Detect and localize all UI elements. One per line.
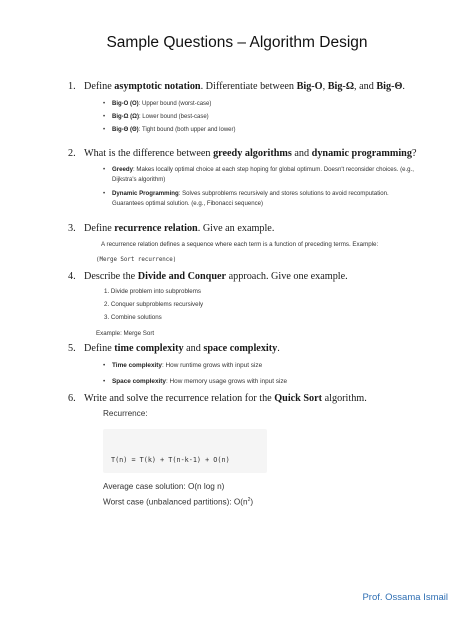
bullet-icon: • xyxy=(103,190,106,197)
bullet-icon: • xyxy=(103,362,106,369)
question-5 xyxy=(68,342,444,355)
bullet-icon: • xyxy=(103,127,106,133)
list-item: • Space complexity: How memory usage grows with input size xyxy=(103,378,288,385)
question-text: Define asymptotic notation. Differentiate between Big-O, Big-Ω, and Big-Θ. xyxy=(84,81,405,92)
list-item: • Time complexity: How runtime grows with input size xyxy=(103,362,263,369)
list-item: • Big-O (O): Upper bound (worst-case) xyxy=(103,101,212,107)
question-number: 1. xyxy=(68,81,76,92)
code-block xyxy=(103,429,267,473)
author-footer: Prof. Ossama Ismail xyxy=(362,592,448,603)
question-3 xyxy=(68,222,444,235)
page-title: Sample Questions – Algorithm Design xyxy=(106,34,368,51)
question-text: Define recurrence relation. Give an example. xyxy=(84,223,275,234)
question-text: Define time complexity and space complexity. xyxy=(84,343,280,354)
question-number: 2. xyxy=(68,148,76,159)
q2-bullet-list xyxy=(103,165,414,209)
question-number: 5. xyxy=(68,343,76,354)
bullet-icon: • xyxy=(103,166,106,173)
question-number: 3. xyxy=(68,223,76,234)
question-2 xyxy=(68,147,444,160)
recurrence-code: T(n) = T(k) + T(n-k-1) + O(n) xyxy=(111,456,230,464)
question-1 xyxy=(68,80,444,93)
list-item: • Greedy: Makes locally optimal choice at each step hoping for global optimum. Doesn't reconsider choices. (e.g., Dijkstra's algorithm) xyxy=(103,166,414,183)
list-item: 1. Divide problem into subproblems xyxy=(104,288,201,295)
list-item: • Big-Θ (Θ): Tight bound (both upper and lower) xyxy=(103,127,236,133)
q3-description: A recurrence relation defines a sequence where each term is a function of preceding terms. Example: xyxy=(101,241,379,248)
bullet-icon: • xyxy=(103,378,106,385)
q3-code: (Merge Sort recurrence) xyxy=(96,257,177,263)
list-item: • Dynamic Programming: Solves subproblems recursively and stores solutions to avoid recomputation. Guarantees optimal solution. (e.g., Fibonacci sequence) xyxy=(103,190,389,207)
recurrence-label: Recurrence: xyxy=(103,409,148,418)
question-text: Write and solve the recurrence relation for the Quick Sort algorithm. xyxy=(84,393,367,404)
worst-case: Worst case (unbalanced partitions): $O(n^2)$ xyxy=(103,497,254,507)
bullet-icon: • xyxy=(103,114,106,120)
question-number: 4. xyxy=(68,271,76,282)
question-text: What is the difference between greedy algorithms and dynamic programming? xyxy=(84,148,417,159)
question-4 xyxy=(68,270,444,283)
list-item: 2. Conquer subproblems recursively xyxy=(104,301,204,308)
list-item: • Big-Ω (Ω): Lower bound (best-case) xyxy=(103,114,209,120)
q5-bullet-list xyxy=(103,360,434,387)
question-text: Describe the Divide and Conquer approach. Give one example. xyxy=(84,271,348,282)
list-item: 3. Combine solutions xyxy=(104,314,162,321)
q1-bullet-list xyxy=(103,99,434,135)
q4-example: Example: Merge Sort xyxy=(96,330,155,337)
bullet-icon: • xyxy=(103,101,106,107)
question-6 xyxy=(68,392,444,405)
average-case: Average case solution: O(n log n) xyxy=(103,482,225,491)
question-number: 6. xyxy=(68,393,76,404)
